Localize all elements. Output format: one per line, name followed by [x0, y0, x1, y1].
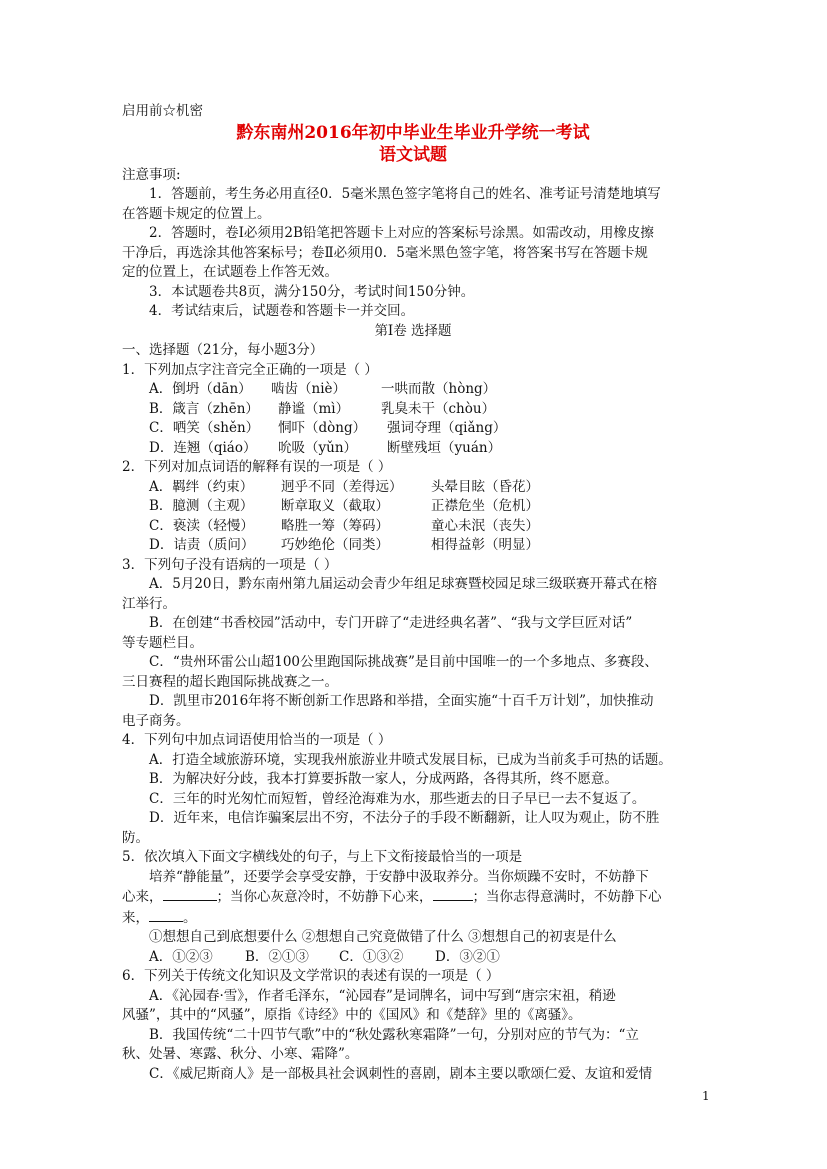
- option-item: 吮吸（yǔn）: [278, 439, 358, 456]
- question-1-option-c: [122, 419, 704, 439]
- question-3-option-d-cont: 电子商务。: [122, 712, 190, 729]
- question-5-passage-line-2: [122, 887, 704, 908]
- question-2-option-c: [122, 517, 704, 537]
- option-item: 迥乎不同（差得远）: [281, 478, 403, 495]
- question-4-option-d-cont: 防。: [122, 829, 149, 846]
- question-2-option-a: [122, 478, 704, 498]
- question-5-sentences: ①想想自己到底想要什么 ②想想自己究竟做错了什么 ③想想自己的初衷是什么: [149, 929, 617, 945]
- question-4-option-d: D．近年来，电信诈骗案层出不穷，不法分子的手段不断翻新，让人叹为观止，防不胜: [149, 810, 660, 826]
- part-heading: 一、选择题（21分，每小题3分）: [122, 342, 324, 358]
- option-item: 强词夺理（qiǎng）: [387, 420, 507, 436]
- option-item: 断章取义（截取）: [281, 498, 389, 514]
- passage-text: 心来，: [122, 889, 163, 905]
- note-1-line-1: 1．答题前，考生务必用直径0．5毫米黑色签字笔将自己的姓名、准考证号清楚地填写: [149, 186, 661, 202]
- passage-text: ；当你志得意满时，不妨静下心: [472, 889, 662, 905]
- question-5-passage-line-1: 培养“静能量”，还要学会享受安静，于安静中汲取养分。当你烦躁不安时，不妨静下: [149, 868, 649, 885]
- option-item: B．臆测（主观）: [149, 498, 254, 514]
- note-4: 4．考试结束后，试题卷和答题卡一并交回。: [149, 303, 415, 319]
- question-6-stem: 6．下列关于传统文化知识及文学常识的表述有误的一项是（ ）: [122, 968, 500, 984]
- fill-blank-2: [433, 887, 473, 901]
- question-2-option-b: [122, 497, 704, 517]
- question-2-stem: 2．下列对加点词语的解释有误的一项是（ ）: [122, 459, 392, 475]
- fill-blank-3: [149, 908, 183, 922]
- choice-item: C．①③②: [339, 948, 404, 965]
- question-3-stem: 3．下列句子没有语病的一项是（ ）: [122, 556, 338, 573]
- option-item: 童心未泯（丧失）: [431, 517, 539, 534]
- exam-subtitle: 语文试题: [379, 144, 447, 165]
- question-6-option-c: C．《威尼斯商人》是一部极具社会讽刺性的喜剧，剧本主要以歌颂仁爱、友谊和爱情: [149, 1065, 653, 1082]
- option-item: C．哂笑（shěn）: [149, 420, 260, 436]
- question-4-option-b: B．为解决好分歧，我本打算要拆散一家人，分成两路，各得其所，终不愿意。: [149, 771, 618, 787]
- note-2-line-3: 定的位置上，在试题卷上作答无效。: [122, 264, 338, 280]
- note-2-line-1: 2．答题时，卷Ⅰ必须用2B铅笔把答题卡上对应的答案标号涂黑。如需改动，用橡皮擦: [149, 225, 654, 241]
- question-3-option-a: A．5月20日，黔东南州第九届运动会青少年组足球赛暨校园足球三级联赛开幕式在榕: [149, 576, 658, 592]
- question-5-choices: [122, 948, 704, 968]
- page-content: [122, 102, 704, 1084]
- question-5-passage-line-3: [122, 908, 704, 929]
- question-6-option-b: B．我国传统“二十四节气歌”中的“秋处露秋寒霜降”一句，分别对应的节气为：“立: [149, 1026, 639, 1043]
- option-item: 头晕目眩（昏花）: [431, 478, 539, 495]
- note-3: 3．本试题卷共8页，满分150分，考试时间150分钟。: [149, 283, 475, 300]
- option-item: 啮齿（niè）: [271, 381, 347, 397]
- question-3-option-c: C．“贵州环雷公山超100公里跑国际挑战赛”是目前中国唯一的一个多地点、多赛段、: [149, 654, 658, 670]
- question-1-option-b: [122, 400, 704, 420]
- exam-title: 黔东南州2016年初中毕业生毕业升学统一考试: [236, 122, 590, 143]
- option-item: 巧妙绝伦（同类）: [281, 537, 389, 553]
- option-item: 相得益彰（明显）: [431, 537, 539, 553]
- question-3-option-a-cont: 江举行。: [122, 595, 176, 612]
- question-5-stem: 5．依次填入下面文字横线处的句子，与上下文衔接最恰当的一项是: [122, 849, 523, 865]
- option-item: 静谧（mì）: [278, 400, 350, 417]
- question-2-option-d: [122, 536, 704, 556]
- question-6-option-a: A．《沁园春·雪》，作者毛泽东，“沁园春”是词牌名，词中写到“唐宗宋祖，稍逊: [149, 987, 616, 1004]
- question-4-stem: 4．下列句中加点词语使用恰当的一项是（ ）: [122, 732, 392, 748]
- option-item: D．诘责（质问）: [149, 537, 255, 553]
- option-item: 略胜一筹（筹码）: [281, 517, 389, 534]
- page-number: 1: [702, 1089, 710, 1103]
- question-3-option-c-cont: 三日赛程的超长跑国际挑战赛之一。: [122, 673, 338, 690]
- option-item: 断壁残垣（yuán）: [387, 439, 502, 456]
- question-1-option-d: [122, 439, 704, 459]
- passage-text: 。: [183, 909, 197, 926]
- section-title: 第Ⅰ卷 选择题: [374, 322, 452, 339]
- question-1-option-a: [122, 380, 704, 400]
- question-3-option-d: D．凯里市2016年将不断创新工作思路和举措，全面实施“十百千万计划”，加快推动: [149, 693, 654, 709]
- passage-text: ；当你心灰意冷时，不妨静下心来，: [216, 889, 433, 905]
- passage-text: 来，: [122, 909, 149, 926]
- fill-blank-1: [163, 887, 217, 901]
- question-3-option-b-cont: 等专题栏目。: [122, 634, 203, 651]
- confidential-label: 启用前☆机密: [122, 103, 203, 119]
- option-item: C．亵渎（轻慢）: [149, 517, 254, 534]
- question-6-option-a-cont: 风骚”，其中的“风骚”，原指《诗经》中的《国风》和《楚辞》里的《离骚》。: [122, 1007, 582, 1023]
- choice-item: A．①②③: [149, 948, 213, 965]
- note-1-line-2: 在答题卡规定的位置上。: [122, 205, 271, 222]
- option-item: B．箴言（zhēn）: [149, 400, 259, 417]
- note-2-line-2: 干净后，再选涂其他答案标号；卷Ⅱ必须用0．5毫米黑色签字笔，将答案书写在答题卡规: [122, 244, 648, 261]
- choice-item: B．②①③: [245, 948, 309, 965]
- option-item: 乳臭未干（chòu）: [381, 400, 496, 417]
- question-4-option-a: A．打造全域旅游环境，实现我州旅游业井喷式发展目标，已成为当前炙手可热的话题。: [149, 751, 672, 768]
- question-4-option-c: C．三年的时光匆忙而短暂，曾经沧海难为水，那些逝去的日子早已一去不复返了。: [149, 790, 646, 807]
- option-item: A．倒坍（dān）: [149, 381, 252, 397]
- notes-heading: 注意事项:: [122, 166, 181, 183]
- option-item: 一哄而散（hòng）: [381, 381, 497, 397]
- option-item: A．羁绊（约束）: [149, 478, 254, 495]
- choice-item: D．③②①: [435, 948, 500, 965]
- question-1-stem: 1．下列加点字注音完全正确的一项是（ ）: [122, 361, 378, 378]
- option-item: 正襟危坐（危机）: [431, 498, 539, 514]
- question-3-option-b: B．在创建“书香校园”活动中，专门开辟了“走进经典名著”、“我与文学巨匠对话”: [149, 615, 633, 631]
- option-item: 恫吓（dòng）: [278, 420, 367, 436]
- question-6-option-b-cont: 秋、处暑、寒露、秋分、小寒、霜降”。: [122, 1046, 359, 1062]
- option-item: D．连翘（qiáo）: [149, 439, 257, 456]
